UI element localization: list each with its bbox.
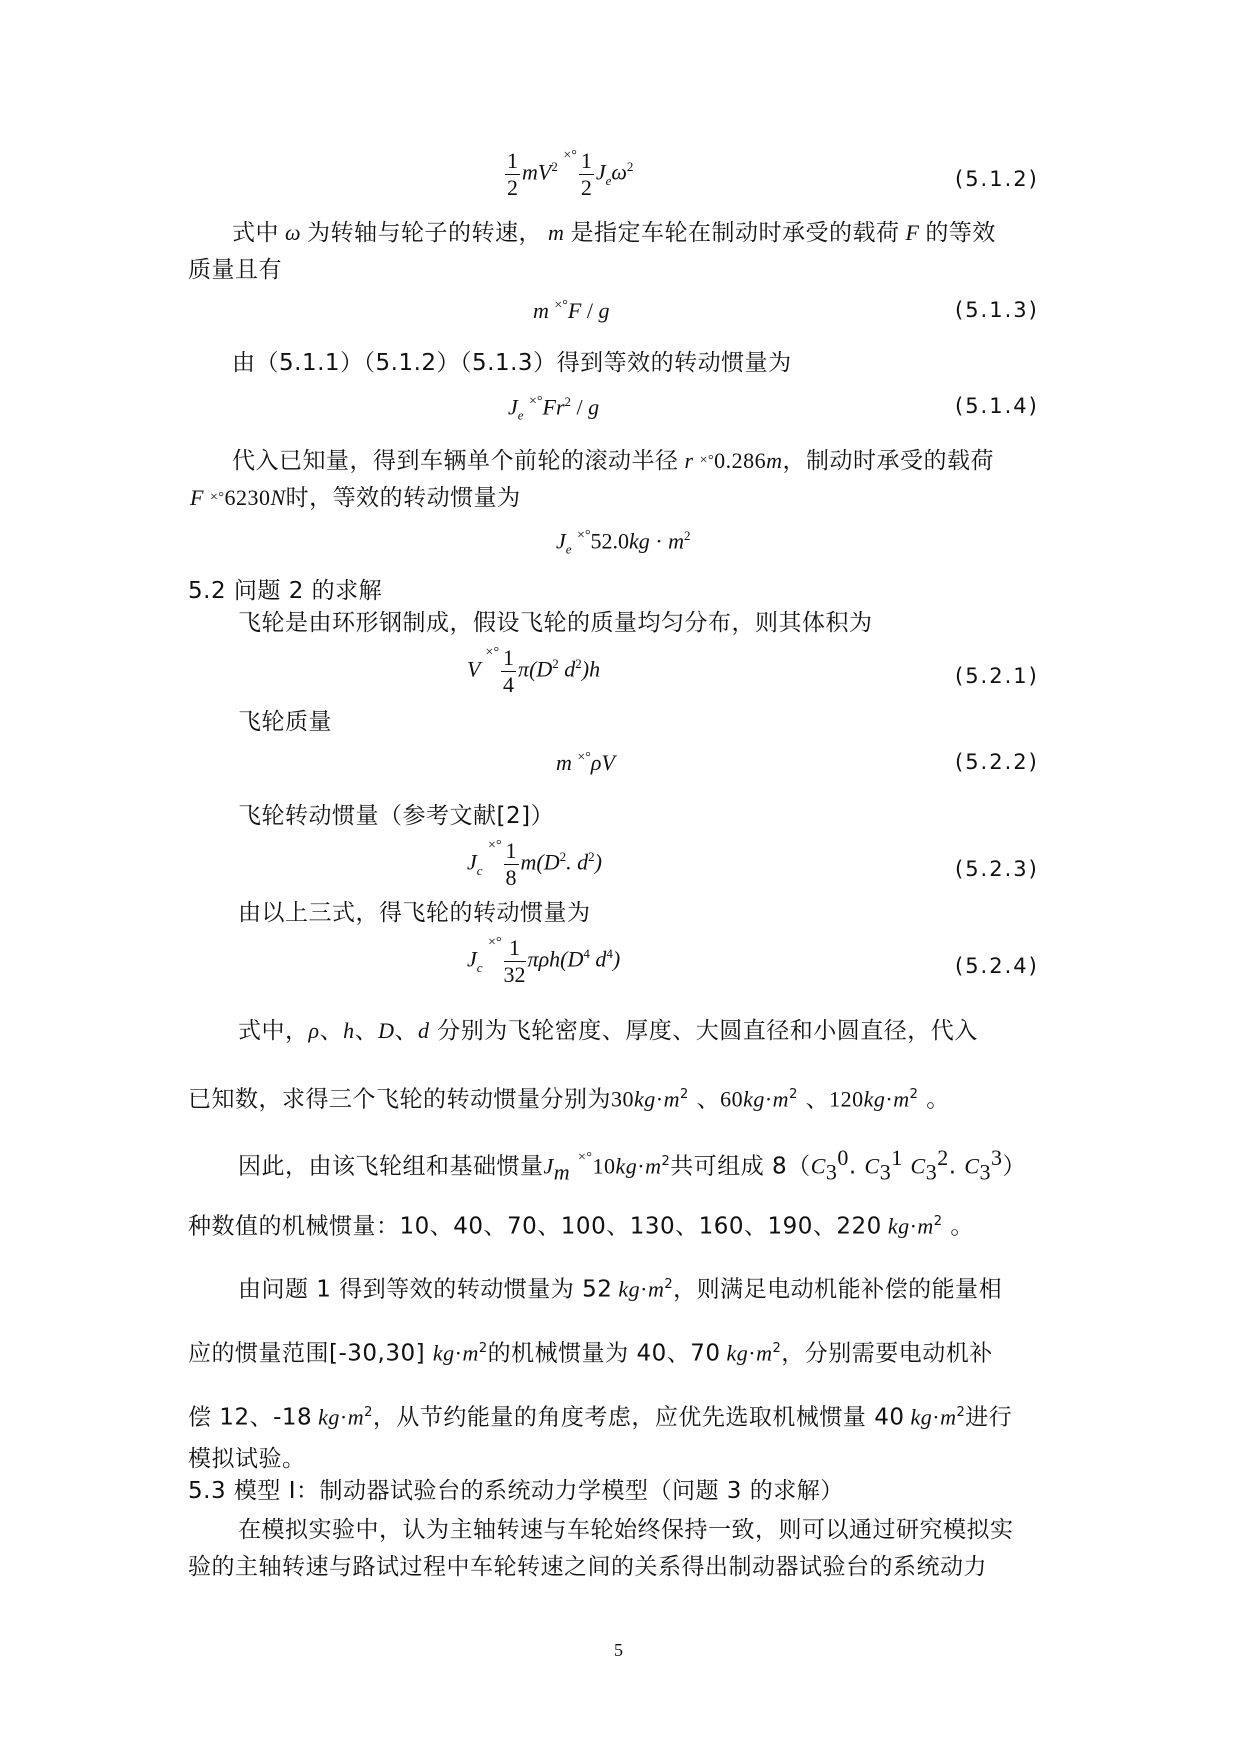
paragraph-line: 模拟试验。 xyxy=(188,1446,306,1472)
paragraph-line: 在模拟实验中，认为主轴转速与车轮始终保持一致，则可以通过研究模拟实 xyxy=(238,1517,1014,1543)
equation-5-2-1: V ×° $\frac{1}{4}$ $\pi(D^2$ $d^2)h$ xyxy=(467,645,601,697)
equation-number: (5.2.3) xyxy=(955,857,1039,881)
equation-5-1-4: $J_e$ ×°Fr$^2$ / g xyxy=(508,394,600,423)
paragraph-line: 飞轮转动惯量（参考文献[2]） xyxy=(238,803,555,829)
equation-number: (5.1.2) xyxy=(955,167,1039,191)
section-heading: 5.3 模型 I：制动器试验台的系统动力学模型（问题 3 的求解） xyxy=(188,1478,844,1504)
paragraph-line: 飞轮质量 xyxy=(238,709,332,735)
paragraph-line: 质量且有 xyxy=(188,257,282,283)
equation-number: (5.1.3) xyxy=(955,298,1039,322)
section-heading: 5.2 问题 2 的求解 xyxy=(188,578,383,604)
paragraph-line: 由以上三式，得飞轮的转动惯量为 xyxy=(238,900,591,926)
paragraph-line: 由（5.1.1）（5.1.2）（5.1.3）得到等效的转动惯量为 xyxy=(232,350,792,376)
paragraph-line: F ×°6230N时，等效的转动惯量为 xyxy=(190,485,521,511)
paragraph-line: 式中 ω 为转轴与轮子的转速， m 是指定车轮在制动时承受的载荷 F 的等效 xyxy=(232,220,996,246)
paragraph-line: 式中，ρ、h、D、d 分别为飞轮密度、厚度、大圆直径和小圆直径，代入 xyxy=(238,1018,978,1044)
equation-5-1-2: $\frac{1}{2}$ $mV^2$ ×° $\frac{1}{2}$ $J_e\omega^2$ xyxy=(507,148,634,200)
equation-number: (5.2.1) xyxy=(955,664,1039,688)
page-number: 5 xyxy=(614,1640,623,1660)
paragraph-line: 已知数，求得三个飞轮的转动惯量分别为$30kg\cdot m^2$ 、$60kg\cdot m^2$ 、$120kg\cdot m^2$ 。 xyxy=(188,1086,950,1113)
paragraph-line: 代入已知量，得到车辆单个前轮的滚动半径 r ×°0.286m，制动时承受的载荷 xyxy=(232,448,994,474)
paragraph-line: 飞轮是由环形钢制成，假设飞轮的质量均匀分布，则其体积为 xyxy=(238,610,873,636)
paragraph-line: 因此，由该飞轮组和基础惯量$J_m$ $^{\times^\circ}10kg\cdot m^2$共可组成 $8(C_3^0$. $C_3^1$ $C_3^2$. $C_3^3$） xyxy=(238,1145,1026,1185)
paragraph-line: 验的主轴转速与路试过程中车轮转速之间的关系得出制动器试验台的系统动力 xyxy=(188,1554,987,1580)
equation-number: (5.1.4) xyxy=(955,394,1039,418)
paragraph-line: 偿 12、-18 $kg\cdot m^2$，从节约能量的角度考虑，应优先选取机械惯量 40 $kg\cdot m^2$进行 xyxy=(188,1404,1013,1431)
equation-number: (5.2.2) xyxy=(955,750,1039,774)
equation-5-2-2: m ×°ρV xyxy=(556,750,615,775)
paragraph-line: 应的惯量范围[-30,30] $kg\cdot m^2$的机械惯量为 40、70 $kg\cdot m^2$，分别需要电动机补 xyxy=(188,1340,993,1367)
equation-5-2-4: $J_c$ ×° $\frac{1}{32}$ $\pi\rho h(D^4$ $d^4$) xyxy=(467,935,621,987)
equation-number: (5.2.4) xyxy=(955,954,1039,978)
paragraph-line: 由问题 1 得到等效的转动惯量为 52 $kg\cdot m^2$，则满足电动机能补偿的能量相 xyxy=(238,1276,1003,1303)
equation-5-2-3: $J_c$ ×° $\frac{1}{8}$ $m(D^2$. $d^2$) xyxy=(467,838,602,890)
equation-5-1-3: m ×°F / g xyxy=(533,298,610,323)
paragraph-line: 种数值的机械惯量：10、40、70、100、130、160、190、220 $kg\cdot m^2$ 。 xyxy=(188,1213,974,1240)
equation-result: $J_e$ $^{\times^\circ}52.0kg \cdot m^2$ xyxy=(556,528,691,557)
